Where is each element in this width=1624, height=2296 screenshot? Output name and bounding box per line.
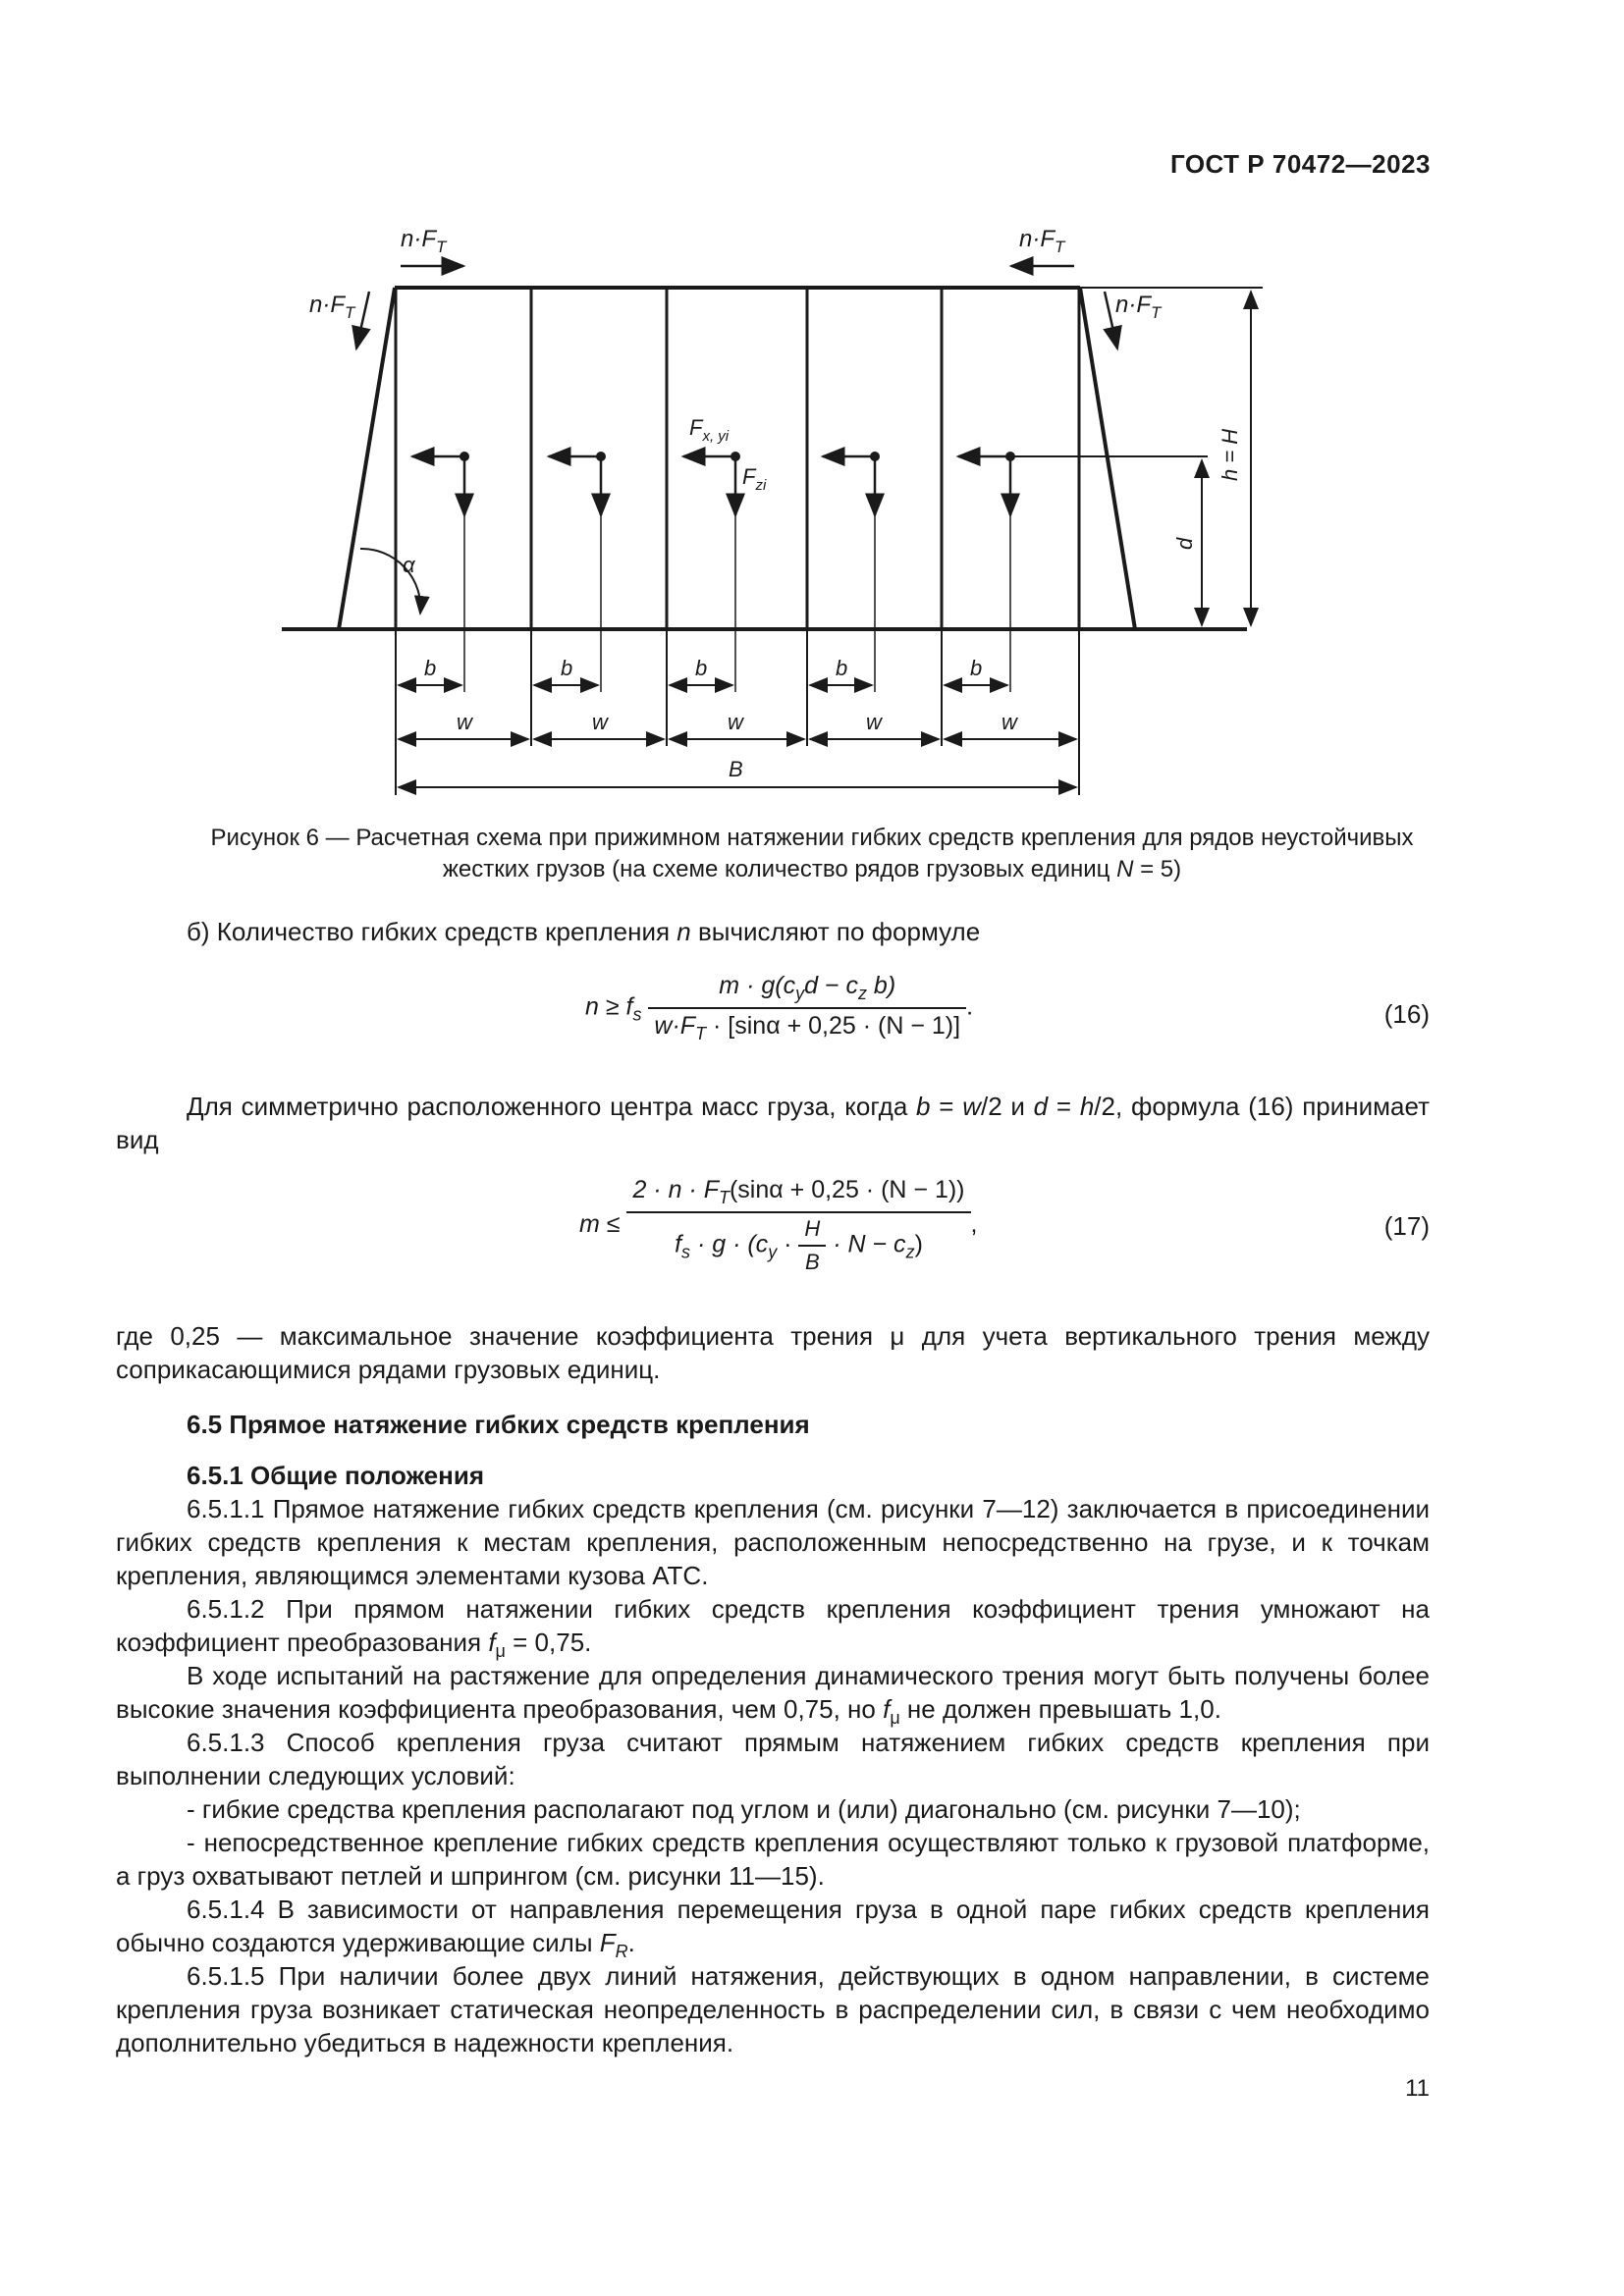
lashing-left bbox=[339, 288, 395, 629]
equation-number-17: (17) bbox=[1383, 1211, 1430, 1241]
paragraph-6-5-1-1: 6.5.1.1 Прямое натяжение гибких средств крепления (см. рисунки 7—12) заключается в присоединении гибких средств крепления к местам крепления, расположенным непосредственно на грузе, и к точкам крепления, являющимся элементами кузова АТС. bbox=[116, 1494, 1430, 1590]
label-w: w bbox=[1001, 710, 1017, 734]
figure-6-diagram bbox=[265, 211, 1286, 820]
equation-number-16: (16) bbox=[1383, 999, 1430, 1029]
label-w: w bbox=[728, 710, 743, 734]
section-heading-6-5-1: 6.5.1 Общие положения bbox=[187, 1461, 484, 1490]
label-w: w bbox=[592, 710, 608, 734]
label-b: b bbox=[836, 656, 848, 680]
conditions-list bbox=[116, 1792, 1430, 1893]
paragraph-where: где 0,25 — максимальное значение коэффициента трения μ для учета вертикального трения между соприкасающимися рядами грузовых единиц. bbox=[116, 1321, 1430, 1384]
paragraph-6-5-1-5: 6.5.1.5 При наличии более двух линий натяжения, действующих в одном направлении, в системе крепления груза возникает статическая неопределенность в распределении сил, в связи с чем необходимо дополнительно убедиться в надежности крепления. bbox=[116, 1961, 1430, 2057]
label-w: w bbox=[457, 710, 472, 734]
page-number: 11 bbox=[1405, 2075, 1430, 2102]
label-b: b bbox=[695, 656, 708, 680]
label-fz: $F_{zi}$ bbox=[742, 464, 767, 494]
lashing-right bbox=[1080, 288, 1135, 629]
label-b: b bbox=[561, 656, 573, 680]
label-b: b bbox=[970, 656, 983, 680]
section-heading-6-5: 6.5 Прямое натяжение гибких средств крепления bbox=[187, 1410, 810, 1439]
paragraph-6-5-1-3: 6.5.1.3 Способ крепления груза считают прямым натяжением гибких средств крепления при выполнении следующих условий: bbox=[116, 1728, 1430, 1790]
figure-caption: Рисунок 6 — Расчетная схема при прижимном натяжении гибких средств крепления для рядов неустойчивых жестких грузов (на схеме количество рядов грузовых единиц N = 5) bbox=[210, 825, 1414, 882]
label-nft-side-left: $n\cdot F_T$ bbox=[309, 292, 355, 322]
label-nft-top-right: $n\cdot F_T$ bbox=[1019, 226, 1065, 256]
label-b: b bbox=[424, 656, 437, 680]
paragraph-6-5-1-2: 6.5.1.2 При прямом натяжении гибких средств крепления коэффициент трения умножают на коэффициент преобразования $f_\mu = 0,75$. bbox=[116, 1594, 1430, 1662]
standard-header: ГОСТ Р 70472—2023 bbox=[1169, 149, 1431, 179]
paragraph-6-5-1-4: 6.5.1.4 В зависимости от направления перемещения груза в одной паре гибких средств крепления обычно создаются удерживающие силы $F_R$. bbox=[116, 1895, 1430, 1962]
formula-16: $n \ge f_s$ $\frac{m \cdot g(c_yd - c_z b)}{w\cdot F_T \cdot [\sin\alpha + 0,25 \cdot (N - 1)]}$ . bbox=[585, 972, 974, 1043]
b-dimensions bbox=[399, 656, 1007, 685]
paragraph-6-5-1-2-cont: В ходе испытаний на растяжение для определения динамического трения могут быть получены более высокие значения коэффициента преобразования, чем 0,75, но $f_\mu$ не должен превышать 1,0. bbox=[116, 1661, 1430, 1729]
list-item: - гибкие средства крепления располагают под углом и (или) диагонально (см. рисунки 7—10); bbox=[187, 1794, 1301, 1824]
label-nft-side-right: $n\cdot F_T$ bbox=[1115, 292, 1162, 322]
paragraph-b: б) Количество гибких средств крепления n вычисляют по формуле bbox=[187, 917, 981, 946]
label-alpha: α bbox=[403, 553, 415, 577]
label-w: w bbox=[866, 710, 882, 734]
list-item: - непосредственное крепление гибких средств крепления осуществляют только к грузовой платформе, а груз охватывают петлей и шпрингом (см. рисунки 11—15). bbox=[116, 1828, 1430, 1891]
cog-forces bbox=[412, 452, 1015, 515]
label-fxy: $F_{x, yi}$ bbox=[689, 415, 730, 445]
label-d: d bbox=[1172, 537, 1197, 550]
paragraph-symmetric: Для симметрично расположенного центра масс груза, когда b = w/2 и d = h/2, формула (16) принимает вид bbox=[116, 1092, 1430, 1154]
label-h: h = H bbox=[1218, 428, 1242, 481]
label-nft-top-left: $n\cdot F_T$ bbox=[401, 226, 447, 256]
formula-17: m ≤ $2 \cdot n \cdot F_T(\sin\alpha + 0,25 \cdot (N - 1))$ $f_s \cdot g \cdot (c_y$ · $\frac{H}{B}$ · $N - c_z$) , bbox=[579, 1176, 978, 1274]
w-dimensions bbox=[399, 710, 1076, 739]
label-B: B bbox=[729, 757, 743, 781]
